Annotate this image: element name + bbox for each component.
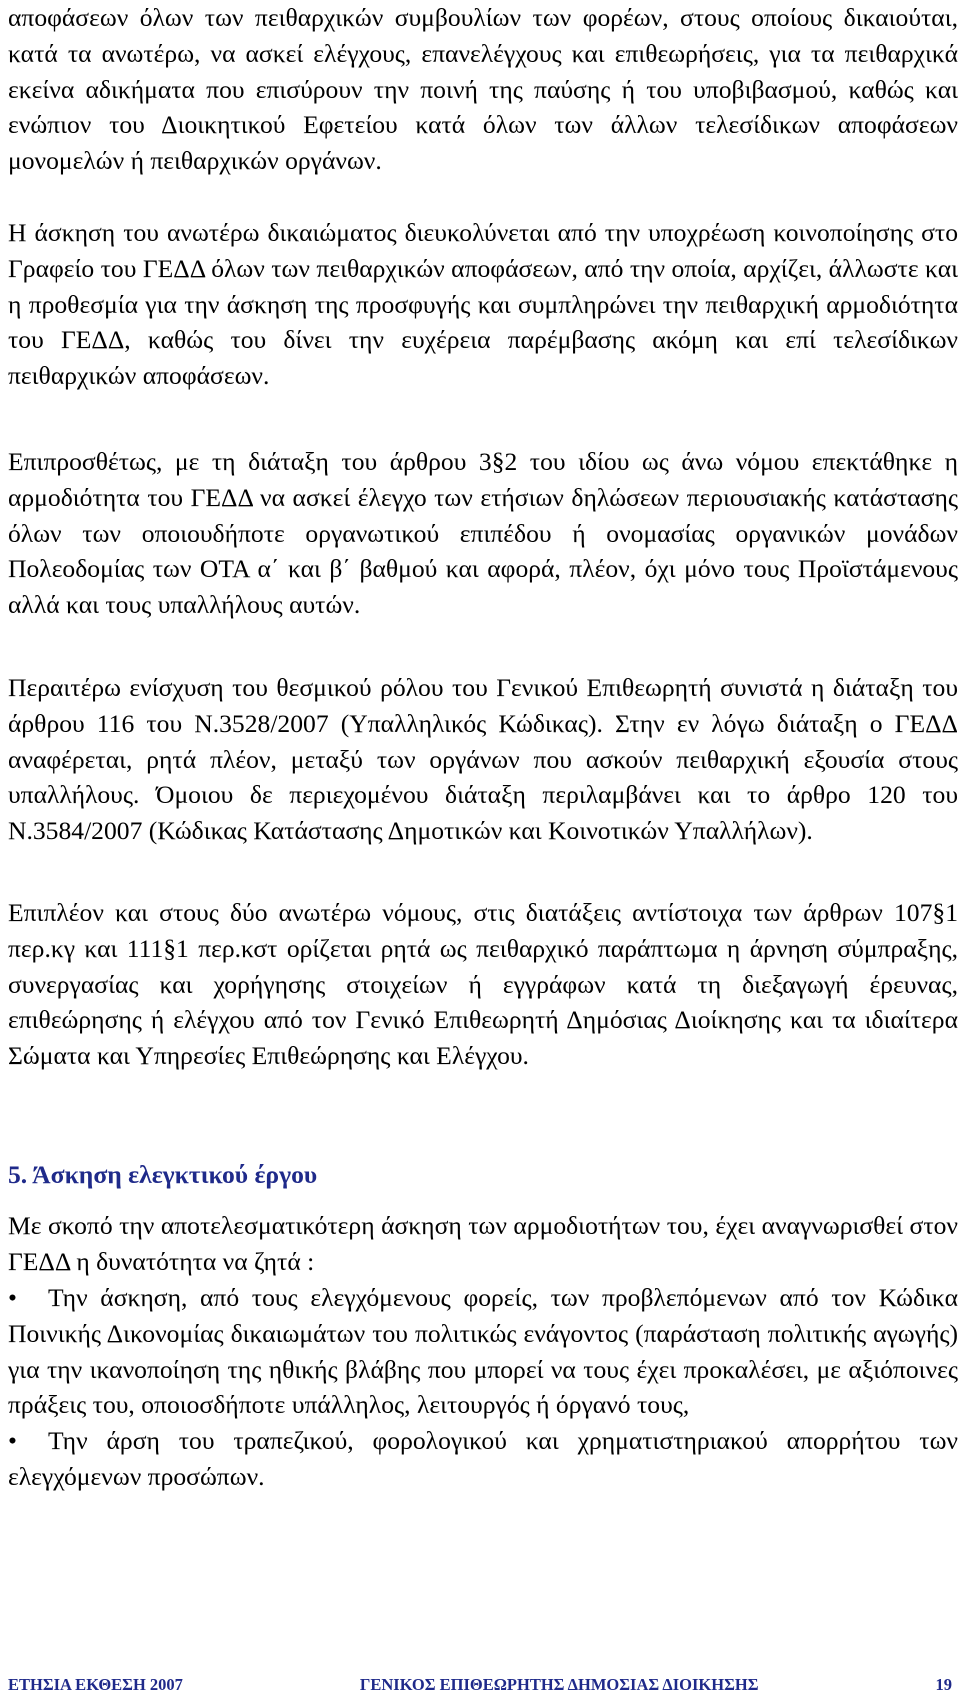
footer-divider — [8, 1669, 952, 1670]
paragraph-disciplinary-offence: Επιπλέον και στους δύο ανωτέρω νόμους, στις διατάξεις αντίστοιχα των άρθρων 107§1 περ.κγ και 111§1 περ.κστ ορίζεται ρητά ως πειθαρχικό παράπτωμα η άρνηση σύμπραξης, συνεργασίας και χορήγησης στοιχείων ή εγγράφων κατά τη διεξαγωγή έρευνας, επιθεώρησης ή ελέγχου από τον Γενικό Επιθεωρητή Δημόσιας Διοίκησης και τα ιδιαίτερα Σώματα και Υπηρεσίες Επιθεώρησης και Ελέγχου. — [8, 898, 958, 1071]
paragraph-civil-servants-code: Περαιτέρω ενίσχυση του θεσμικού ρόλου του Γενικού Επιθεωρητή συνιστά η διάταξη του άρθρου 116 του Ν.3528/2007 (Υπαλληλικός Κώδικας). Στην εν λόγω διάταξη ο ΓΕΔΔ αναφέρεται, ρητά πλέον, μεταξύ των οργάνων που ασκούν πειθαρχική εξουσία στους υπαλλήλους. Όμοιου δε περιεχομένου διάταξη περιλαμβάνει και το άρθρο 120 του Ν.3584/2007 (Κώδικας Κατάστασης Δημοτικών και Κοινοτικών Υπαλλήλων). — [8, 673, 958, 846]
section-intro: Με σκοπό την αποτελεσματικότερη άσκηση των αρμοδιοτήτων του, έχει αναγνωρισθεί στον ΓΕΔΔ η δυνατότητα να ζητά : — [8, 1211, 958, 1276]
list-item-text: Την άσκηση, από τους ελεγχόμενους φορείς, των προβλεπόμενων από τον Κώδικα Ποινικής Δικονομίας δικαιωμάτων του πολιτικώς ενάγοντος (παράσταση πολιτικής αγωγής) για την ικανοποίηση της ηθικής βλάβης που μπορεί να τους έχει προκαλέσει, με αξιόποινες πράξεις του, οποιοσδήποτε υπάλληλος, λειτουργός ή όργανό τους, — [8, 1283, 958, 1420]
bullet-icon: • — [8, 1426, 17, 1456]
list-item — [8, 1280, 958, 1423]
footer-report-title: ΕΤΗΣΙΑ ΕΚΘΕΣΗ 2007 — [8, 1675, 183, 1694]
paragraph-continuation: αποφάσεων όλων των πειθαρχικών συμβουλίων των φορέων, στους οποίους δικαιούται, κατά τα ανωτέρω, να ασκεί ελέγχους, επανελέγχους και επιθεωρήσεις, για τα πειθαρχικά εκείνα αδικήματα που επισύρουν την ποινή της παύσης ή του υποβιβασμού, καθώς και ενώπιον του Διοικητικού Εφετείου κατά όλων των άλλων τελεσίδικων αποφάσεων μονομελών ή πειθαρχικών οργάνων. — [8, 3, 958, 176]
page-footer — [8, 1674, 952, 1696]
paragraph-right-exercise: Η άσκηση του ανωτέρω δικαιώματος διευκολύνεται από την υποχρέωση κοινοποίησης στο Γραφείο του ΓΕΔΔ όλων των πειθαρχικών αποφάσεων, από την οποία, αρχίζει, άλλωστε και η προθεσμία για την άσκηση της προσφυγής και συμπληρώνει την πειθαρχική αρμοδιότητα του ΓΕΔΔ, καθώς του δίνει την ευχέρεια παρέμβασης ακόμη και επί τελεσίδικων πειθαρχικών αποφάσεων. — [8, 218, 958, 391]
bullet-icon: • — [8, 1283, 17, 1312]
list-item — [8, 1423, 958, 1495]
footer-organization: ΓΕΝΙΚΟΣ ΕΠΙΘΕΩΡΗΤΗΣ ΔΗΜΟΣΙΑΣ ΔΙΟΙΚΗΣΗΣ — [359, 1675, 759, 1694]
page-number: 19 — [935, 1675, 952, 1694]
paragraph-asset-declarations: Επιπροσθέτως, με τη διάταξη του άρθρου 3§2 του ιδίου ως άνω νόμου επεκτάθηκε η αρμοδιότητα του ΓΕΔΔ να ασκεί έλεγχο των ετήσιων δηλώσεων περιουσιακής κατάστασης όλων των οποιουδήποτε οργανωτικού επιπέδου ή ονομασίας οργανικών μονάδων Πολεοδομίας των ΟΤΑ α΄ και β΄ βαθμού και αφορά, πλέον, όχι μόνο τους Προϊστάμενους αλλά και τους υπαλλήλους αυτών. — [8, 447, 958, 620]
section-heading: 5. Άσκηση ελεγκτικού έργου — [8, 1160, 318, 1189]
bullet-list — [8, 1280, 958, 1495]
list-item-text: Την άρση του τραπεζικού, φορολογικού και χρηματιστηριακού απορρήτου των ελεγχόμενων προσώπων. — [8, 1426, 958, 1491]
